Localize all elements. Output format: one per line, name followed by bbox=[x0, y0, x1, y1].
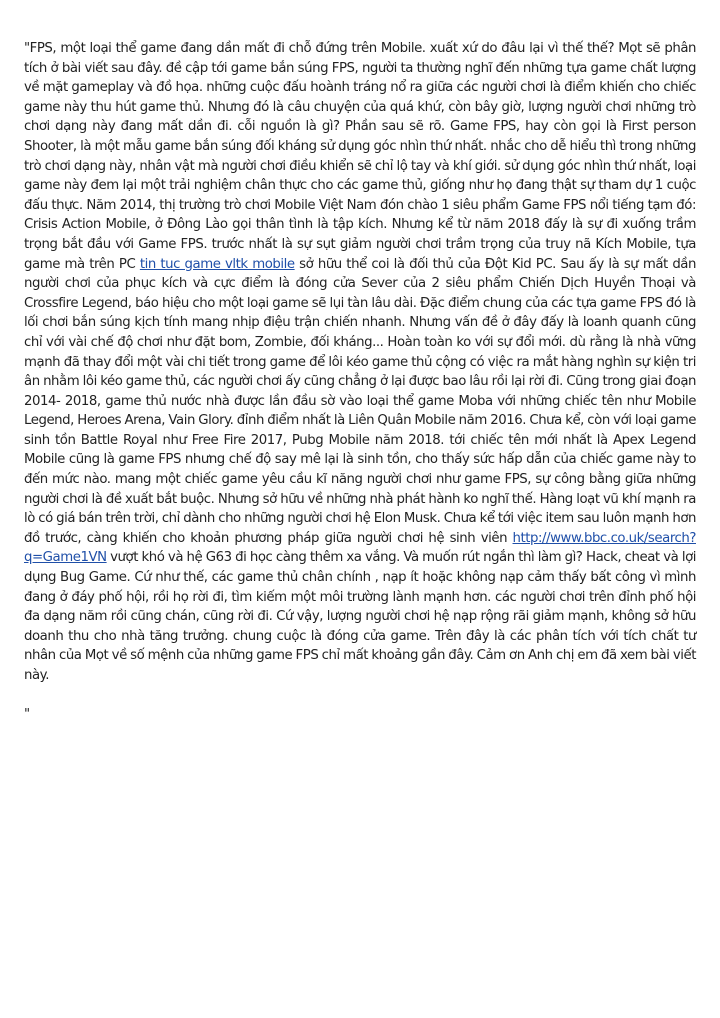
article-text-segment-3: vượt khó và hệ G63 đi học càng thêm xa vắng. Và muốn rút ngắn thì làm gì? Hack, cheat và lợi dụng Bug Game. Cứ như thế, các game thủ chân chính , nạp ít hoặc không nạp cảm thấy bất công vì mình đang ở đáy phố hội, rồi họ rời đi, tìm kiếm một môi trường lành mạnh hơn. các người chơi trên đỉnh phố hội đa dạng năm rồi cũng chán, cũng rời đi. Cứ vậy, lượng người chơi hệ nạp rộng rãi giảm mạnh, không sở hữu doanh thu cho nhà tăng trưởng. chung cuộc là đóng cửa game. Trên đây là các phân tích với tích chất tư nhân của Mọt về số mệnh của những game FPS chỉ mất khoảng gần đây. Cảm ơn Anh chị em đã xem bài viết này. bbox=[24, 550, 696, 683]
article-paragraph bbox=[24, 39, 696, 686]
vltk-news-link[interactable]: tin tuc game vltk mobile bbox=[139, 256, 295, 272]
bbc-search-link[interactable]: http://www.bbc.co.uk/search?q=Game1VN bbox=[24, 530, 696, 566]
article-text-segment-1: "FPS, một loại thể game đang dần mất đi chỗ đứng trên Mobile. xuất xứ do đâu lại vì thế thế? Mọt sẽ phân tích ở bài viết sau đây. đề cập tới game bắn súng FPS, người ta thường nghĩ đến những tựa game chất lượng về mặt gameplay và đồ họa. những cuộc đấu hoành tráng nổ ra giữa các người chơi là điểm khiến cho chiếc game này thu hút game thủ. Nhưng đó là câu chuyện của quá khứ, còn bây giờ, lượng người chơi những trò chơi dạng này đang mất dần đi. cỗi nguồn là gì? Phần sau sẽ rõ. Game FPS, hay còn gọi là First person Shooter, là một mẫu game bắn súng đối kháng sử dụng góc nhìn thứ nhất. nhắc cho dễ hiểu thì trong những trò chơi dạng này, nhân vật mà người chơi điều khiển sẽ chỉ lộ tay và khí giới. sử dụng góc nhìn thứ nhất, loại game này đem lại một trải nghiệm chân thực cho các game thủ, giống như họ đang thật sự tham dự 1 cuộc đấu thực. Năm 2014, thị trường trò chơi Mobile Việt Nam đón chào 1 siêu phẩm Game FPS nổi tiếng tạm đó: Crisis Action Mobile, ở Đông Lào gọi thân tình là tập kích. Nhưng kể từ năm 2018 đấy là sự đi xuống trầm trọng bắt đầu với Game FPS. trước nhất là sự sụt giảm người chơi trầm trọng của truy nã Kích Mobile, tựa game mà trên PC bbox=[24, 41, 696, 272]
article-text-segment-2: sở hữu thể coi là đối thủ của Đột Kid PC. Sau ấy là sự mất dần người chơi của phục kích và cực điểm là đóng cửa Sever của 2 siêu phẩm Chiến Dịch Huyền Thoại và Crossfire Legend, báo hiệu cho một loại game sẽ lụi tàn lâu dài. Đặc điểm chung của các tựa game FPS đó là lối chơi bắn súng kịch tính mang nhịp điệu trận chiến nhanh. Nhưng vấn đề ở đây đấy là loanh quanh cũng chỉ với vài chế độ chơi như đặt bom, Zombie, đối kháng... Hoàn toàn ko với sự đổi mới. dù rằng là nhà vững mạnh đã thay đổi một vài chi tiết trong game để lôi kéo game thủ cộng có việc ra mắt hàng nghìn sự kiện tri ân nhằm lôi kéo game thủ, các người chơi ấy cũng chẳng ở lại được bao lâu rồi lại rời đi. Cũng trong giai đoạn 2014- 2018, game thủ nước nhà được lần đầu sờ vào loại thể game Moba với những chiếc tên như Mobile Legend, Heroes Arena, Vain Glory. đỉnh điểm nhất là Liên Quân Mobile năm 2016. Chưa kể, còn với loại game sinh tồn Battle Royal như Free Fire 2017, Pubg Mobile năm 2018. tới chiếc tên mới nhất là Apex Legend Mobile cũng là game FPS nhưng chế độ say mê lại là sinh tồn, cho thấy sức hấp dẫn của chiếc game này to đến mức nào. mang một chiếc game yêu cầu kĩ năng người chơi như game FPS, sự công bằng giữa những người chơi là đề xuất bắt buộc. Nhưng sở hữu về những nhà phát hành ko nghĩ thế. Hàng loạt vũ khí mạnh ra lò có giá bán trên trời, chỉ dành cho những người chơi hệ Elon Musk. Chưa kể tới việc item sau luôn mạnh hơn đồ trước, càng khiến cho khoản phương pháp giữa người chơi hệ sinh viên bbox=[24, 256, 696, 546]
article-body bbox=[24, 39, 696, 724]
closing-quote: " bbox=[24, 706, 30, 722]
